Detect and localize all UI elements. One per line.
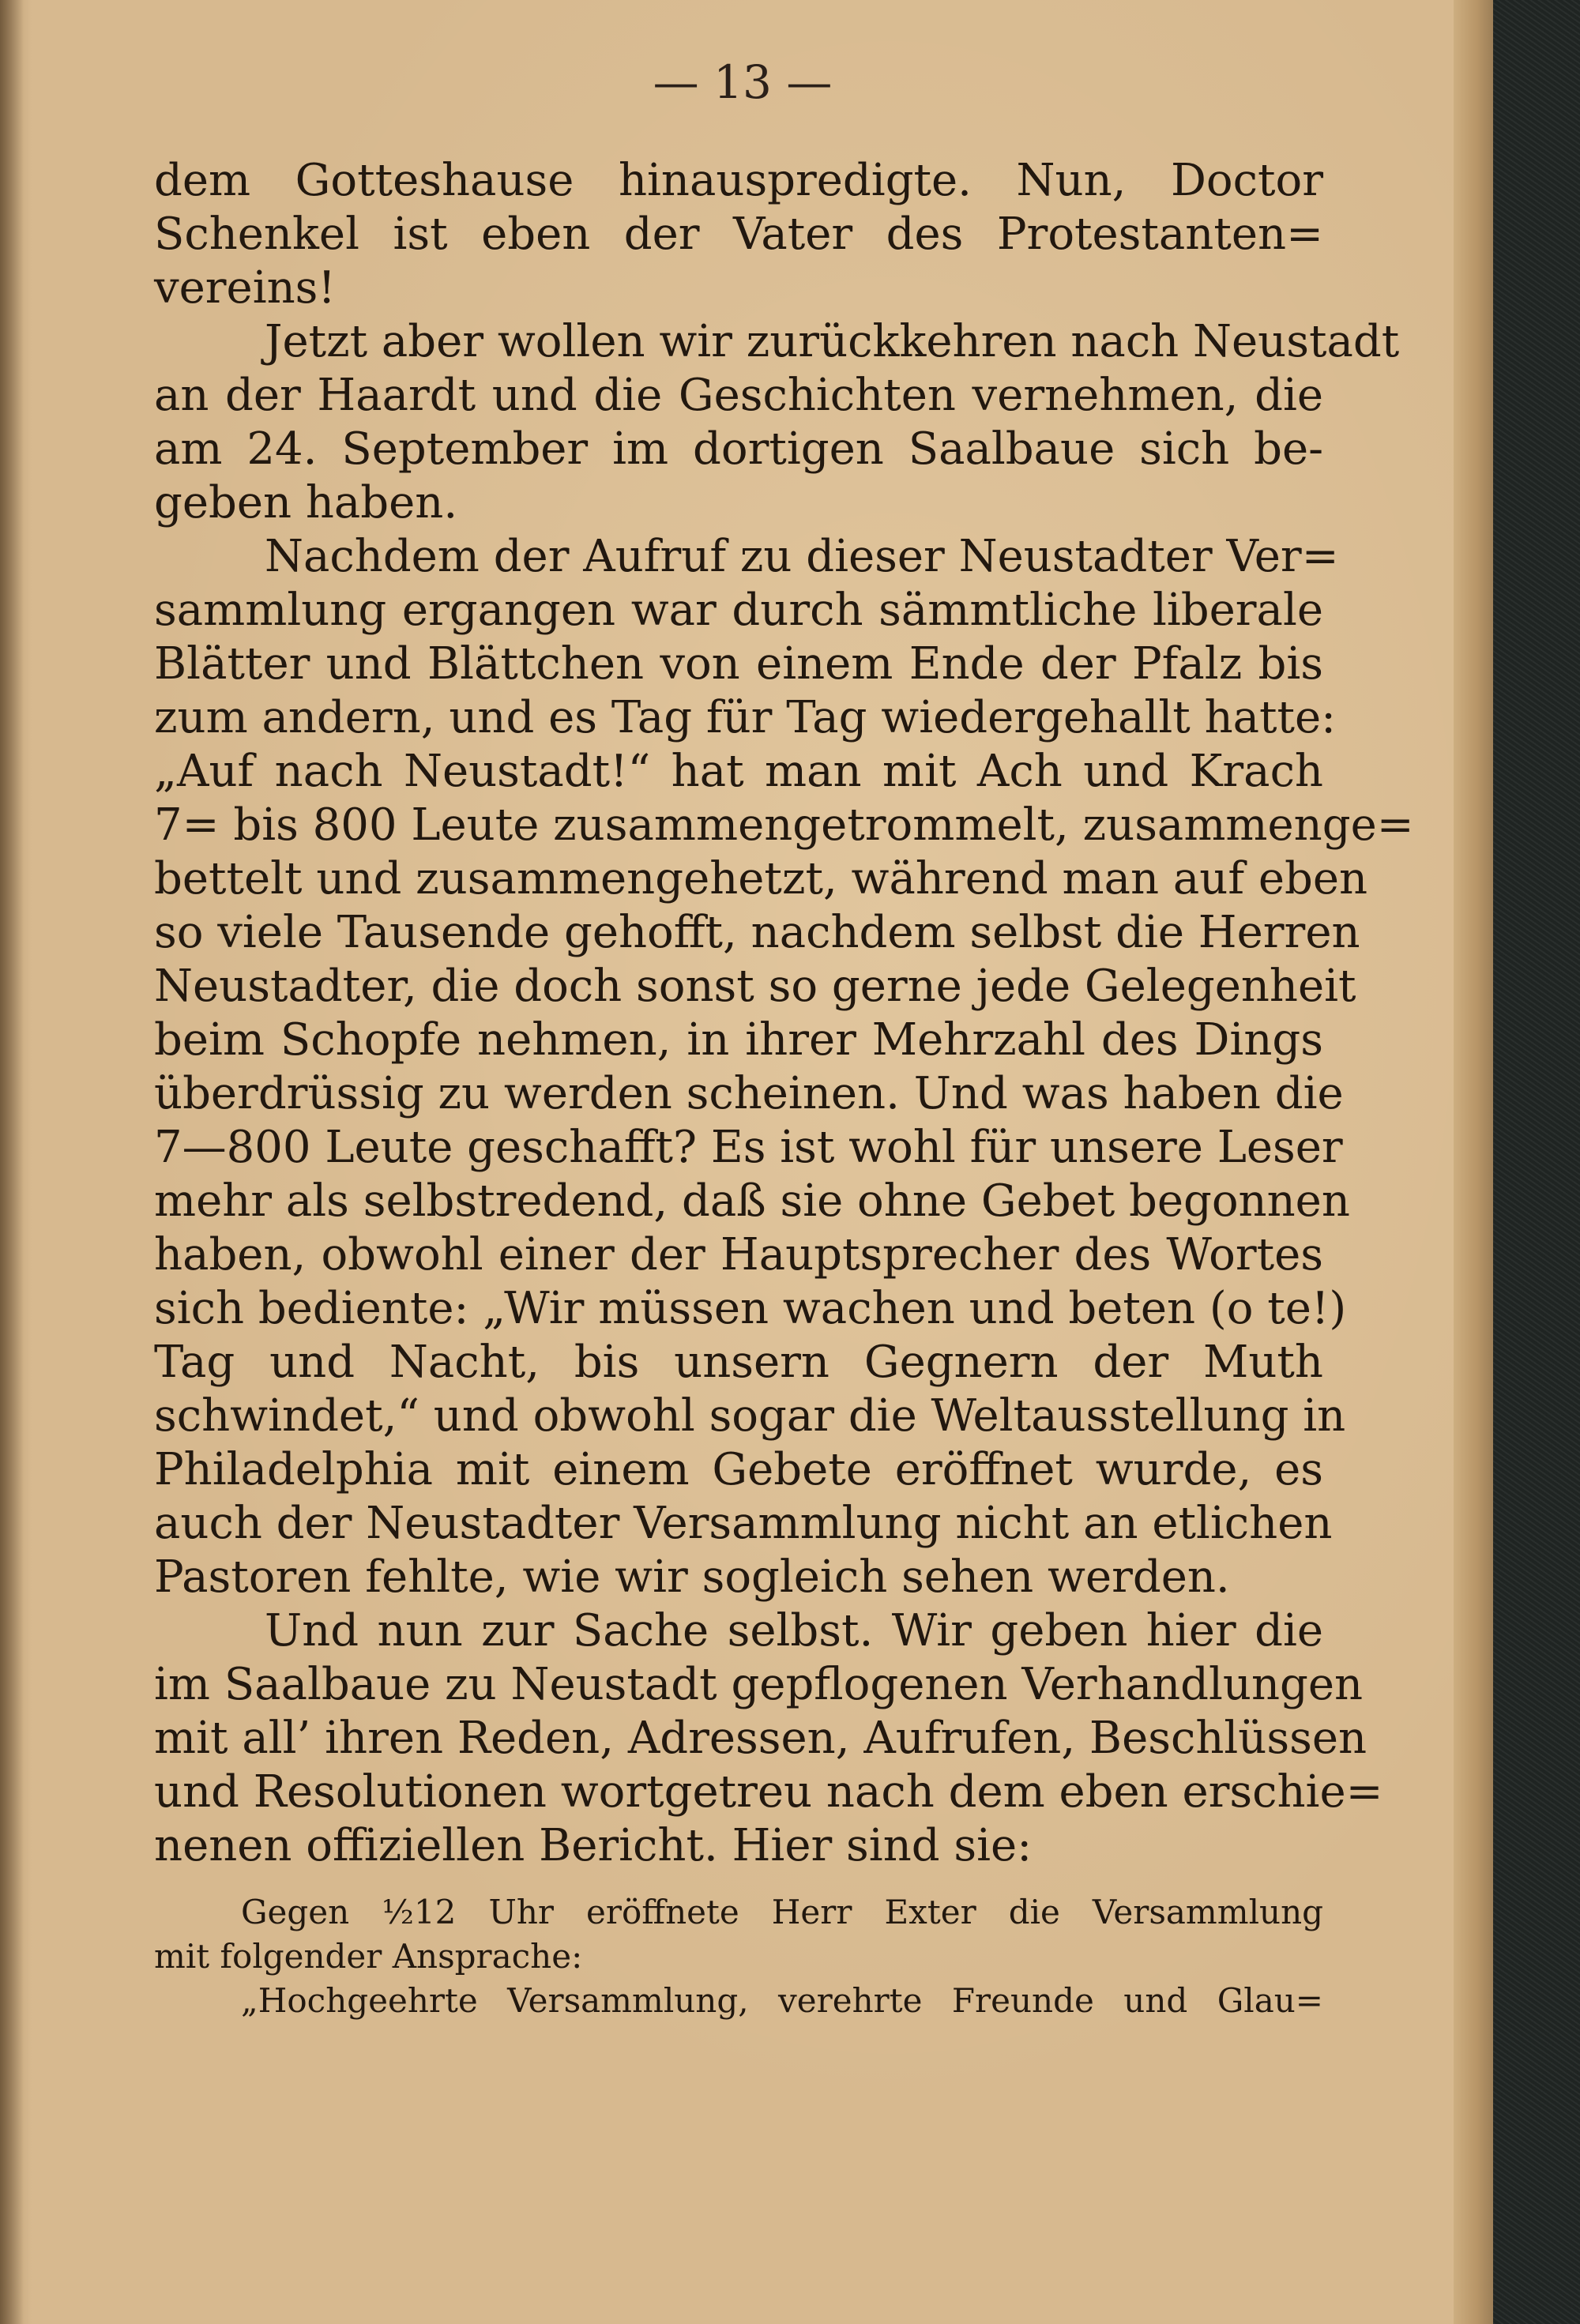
text-line: bettelt und zusammengehetzt, während man auf eben <box>154 853 1368 904</box>
text-line: sich bediente: „Wir müssen wachen und beten (o te!) <box>154 1283 1347 1334</box>
text-line: Blätter und Blättchen von einem Ende der Pfalz bis <box>154 638 1323 690</box>
text-line: „Auf nach Neustadt!“ hat man mit Ach und Krach <box>154 746 1323 797</box>
text-line: 7= bis 800 Leute zusammengetrommelt, zusammenge= <box>154 799 1414 851</box>
text-line: auch der Neustadter Versammlung nicht an etlichen <box>154 1498 1333 1549</box>
text-line: überdrüssig zu werden scheinen. Und was haben die <box>154 1068 1344 1119</box>
text-line: Tag und Nacht, bis unsern Gegnern der Muth <box>154 1337 1323 1388</box>
text-line: dem Gotteshause hinauspredigte. Nun, Doctor <box>154 155 1323 206</box>
text-line: Pastoren fehlte, wie wir sogleich sehen werden. <box>154 1551 1230 1603</box>
text-line: Und nun zur Sache selbst. Wir geben hier die <box>265 1605 1323 1657</box>
small-text-line: „Hochgeehrte Versammlung, verehrte Freunde und Glau= <box>241 1981 1323 2020</box>
text-line: im Saalbaue zu Neustadt gepflogenen Verhandlungen <box>154 1659 1364 1710</box>
text-line: 7—800 Leute geschafft? Es ist wohl für unsere Leser <box>154 1122 1343 1173</box>
small-text-line: Gegen ½12 Uhr eröffnete Herr Exter die Versammlung <box>241 1893 1323 1931</box>
text-line: Neustadter, die doch sonst so gerne jede Gelegenheit <box>154 961 1356 1012</box>
page-number: — 13 — <box>653 55 833 109</box>
text-line: mit all’ ihren Reden, Adressen, Aufrufen, Beschlüssen <box>154 1713 1367 1764</box>
book-cover <box>1493 0 1580 2324</box>
text-line: beim Schopfe nehmen, in ihrer Mehrzahl des Dings <box>154 1014 1323 1066</box>
binding-shadow <box>0 0 24 2324</box>
body-text <box>154 154 1414 2023</box>
small-print <box>154 1890 1323 2023</box>
text-line: Schenkel ist eben der Vater des Protestanten= <box>154 209 1323 260</box>
text-line: vereins! <box>154 262 336 314</box>
text-line: Nachdem der Aufruf zu dieser Neustadter Ver= <box>265 531 1339 582</box>
text-line: haben, obwohl einer der Hauptsprecher des Wortes <box>154 1229 1323 1280</box>
text-line: an der Haardt und die Geschichten vernehmen, die <box>154 370 1323 421</box>
text-line: geben haben. <box>154 477 458 528</box>
text-line: nenen offiziellen Bericht. Hier sind sie: <box>154 1820 1033 1871</box>
text-line: schwindet,“ und obwohl sogar die Weltausstellung in <box>154 1390 1346 1442</box>
text-line: zum andern, und es Tag für Tag wiedergehallt hatte: <box>154 692 1337 743</box>
text-line: und Resolutionen wortgetreu nach dem eben erschie= <box>154 1766 1383 1818</box>
text-line: so viele Tausende gehofft, nachdem selbst die Herren <box>154 907 1360 958</box>
text-line: sammlung ergangen war durch sämmtliche liberale <box>154 585 1323 636</box>
text-line: am 24. September im dortigen Saalbaue sich be- <box>154 423 1323 475</box>
text-line: Philadelphia mit einem Gebete eröffnet wurde, es <box>154 1444 1323 1495</box>
text-line: Jetzt aber wollen wir zurückkehren nach Neustadt <box>265 316 1400 367</box>
small-text-line: mit folgender Ansprache: <box>154 1937 583 1976</box>
text-line: mehr als selbstredend, daß sie ohne Gebet begonnen <box>154 1175 1350 1227</box>
